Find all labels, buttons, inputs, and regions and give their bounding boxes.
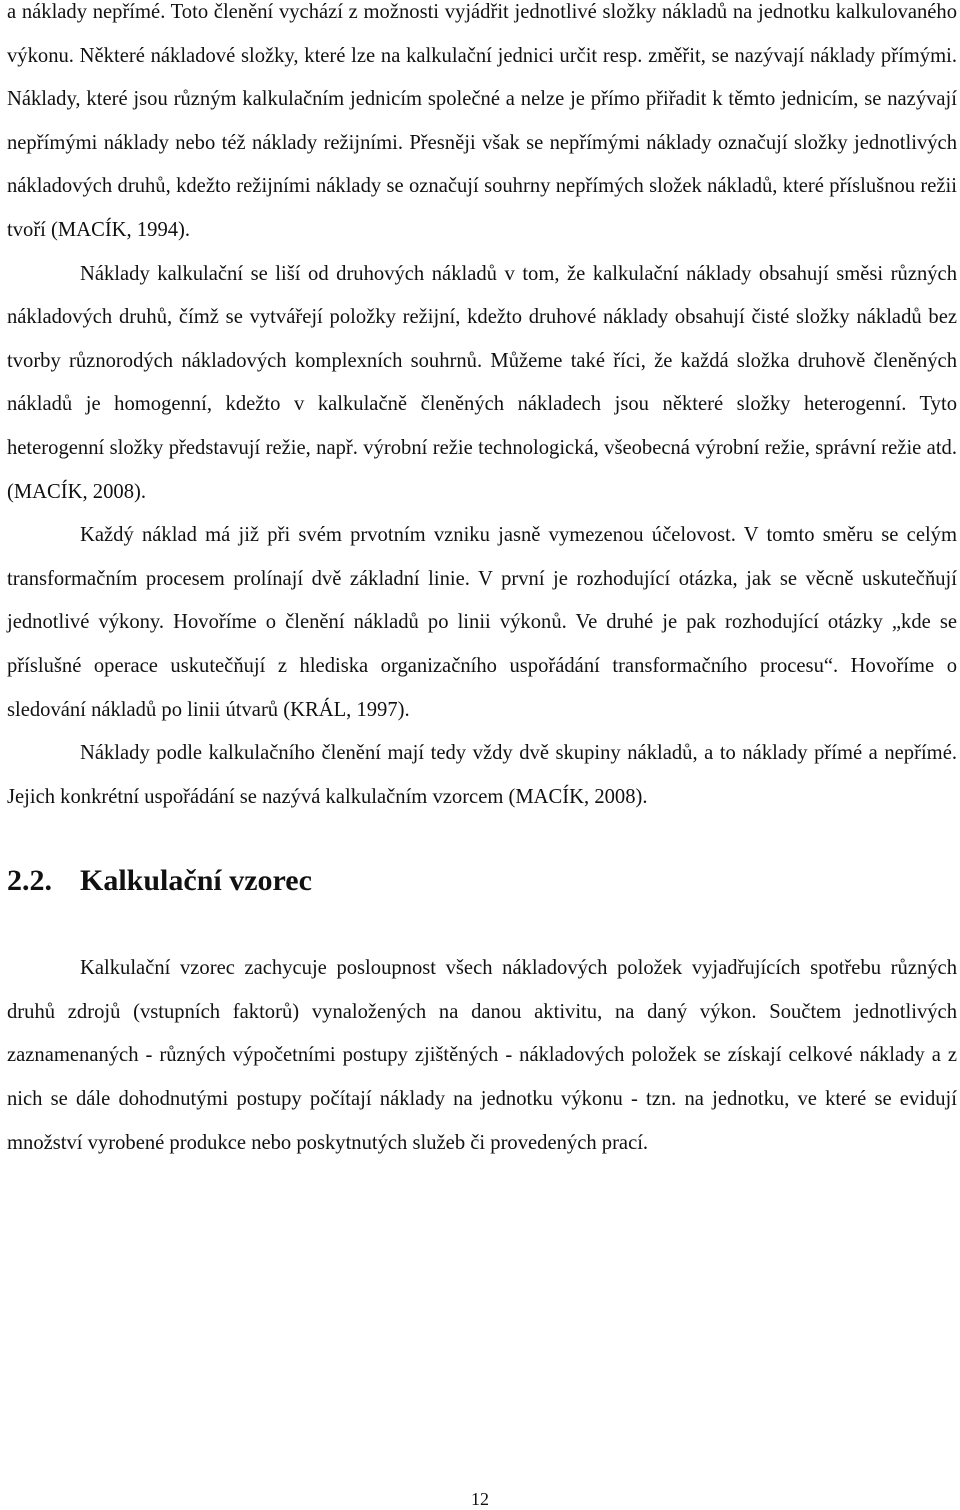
paragraph-cost-direct-indirect: a náklady nepřímé. Toto členění vychází z možnosti vyjádřit jednotlivé složky nákladů na jednotku kalkulovaného výkonu. Některé nákladové složky, které lze na kalkulační jednici určit resp. změřit, se nazývají náklady přímými. Náklady, které jsou různým kalkulačním jednicím společné a nelze je přímo přiřadit k těmto jednicím, se nazývají nepřímými náklady nebo též náklady režijními. Přesněji však se nepřímými náklady označují složky jednotlivých nákladových druhů, kdežto režijními náklady se označují souhrny nepřímých složek nákladů, které příslušnou režii tvoří (MACÍK, 1994). (7, 1, 957, 241)
section-number: 2.2. (7, 864, 52, 898)
document-page (7, 0, 957, 1165)
paragraph-calculation-formula: Kalkulační vzorec zachycuje posloupnost všech nákladových položek vyjadřujících spotřebu různých druhů zdrojů (vstupních faktorů) vynaložených na danou aktivitu, na daný výkon. Součtem jednotlivých zaznamenaných - různých výpočetními postupy zjištěných - nákladových položek se získají celkové náklady a z nich se dále dohodnutými postupy počítají náklady na jednotku výkonu - tzn. na jednotku, ve které se evidují množství vyrobené produkce nebo poskytnutých služeb či provedených prací. (7, 957, 957, 1154)
page-number: 12 (471, 1489, 489, 1509)
paragraph-cost-purpose: Každý náklad má již při svém prvotním vzniku jasně vymezenou účelovost. V tomto směru se celým transformačním procesem prolínají dvě základní linie. V první je rozhodující otázka, jak se věcně uskutečňují jednotlivé výkony. Hovoříme o členění nákladů po linii výkonů. Ve druhé je pak rozhodující otázky „kde se příslušné operace uskutečňují z hlediska organizačního uspořádání transformačního procesu“. Hovoříme o sledování nákladů po linii útvarů (KRÁL, 1997). (7, 524, 957, 721)
paragraph-calculation-costs: Náklady kalkulační se liší od druhových nákladů v tom, že kalkulační náklady obsahují směsi různých nákladových druhů, čímž se vytvářejí položky režijní, kdežto druhové náklady obsahují čisté složky nákladů bez tvorby různorodých nákladových komplexních souhrnů. Můžeme také říci, že každá složka druhově členěných nákladů je homogenní, kdežto v kalkulačně členěných nákladech jsou některé složky heterogenní. Tyto heterogenní složky představují režie, např. výrobní režie technologická, všeobecná výrobní režie, správní režie atd. (MACÍK, 2008). (7, 262, 957, 503)
section-title: Kalkulační vzorec (80, 864, 312, 898)
paragraph-cost-groups: Náklady podle kalkulačního členění mají tedy vždy dvě skupiny nákladů, a to náklady přímé a nepřímé. Jejich konkrétní uspořádání se nazývá kalkulačním vzorcem (MACÍK, 2008). (7, 742, 957, 808)
section-heading (7, 861, 957, 901)
